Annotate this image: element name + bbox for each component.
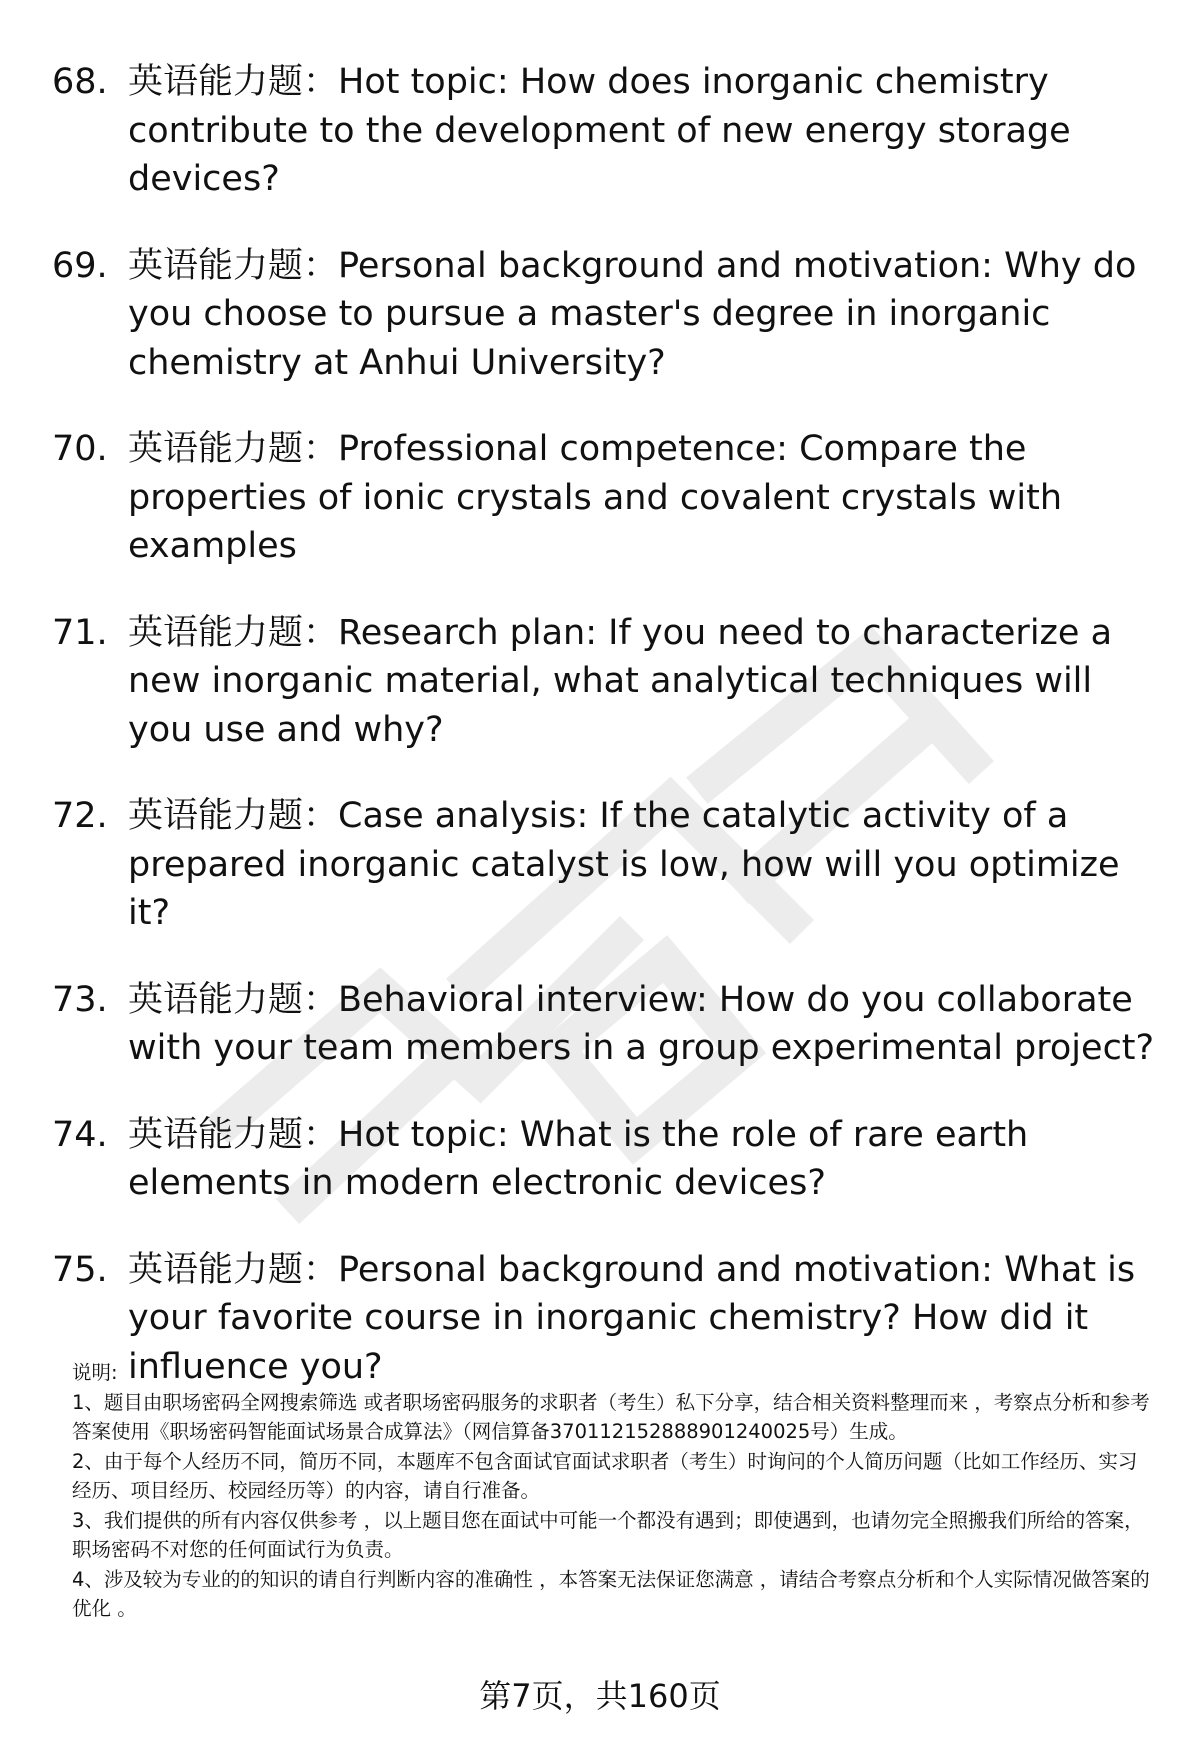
page-number: 第7页，共160页 <box>479 1677 721 1715</box>
question-number: 75. <box>52 1249 108 1290</box>
question-item <box>52 425 1162 571</box>
question-number: 74. <box>52 1114 108 1155</box>
question-text: 英语能力题：Hot topic: How does inorganic chemistry contribute to the development of new energy storage devices? <box>128 62 1071 199</box>
question-text: 英语能力题：Hot topic: What is the role of rare earth elements in modern electronic devices? <box>128 1114 1029 1203</box>
question-text: 英语能力题：Personal background and motivation: Why do you choose to pursue a master's degree in inorganic chemistry at Anhui University? <box>128 245 1137 383</box>
question-item <box>52 242 1162 388</box>
question-item <box>52 58 1162 204</box>
question-text: 英语能力题：Professional competence: Compare the properties of ionic crystals and covalent crystals with examples <box>128 429 1063 566</box>
question-number: 68. <box>52 62 108 102</box>
question-number: 69. <box>52 245 108 286</box>
notes-section <box>72 1358 1152 1624</box>
note-item: 4、涉及较为专业的的知识的请自行判断内容的准确性 ，本答案无法保证您满意 ，请结合考察点分析和个人实际情况做答案的优化 。 <box>72 1567 1150 1620</box>
question-text: 英语能力题：Personal background and motivation: What is your favorite course in inorganic chemistry? How did it influence you? <box>128 1249 1136 1387</box>
question-text: 英语能力题：Case analysis: If the catalytic activity of a prepared inorganic catalyst is low, how will you optimize it? <box>128 796 1120 933</box>
question-number: 72. <box>52 796 108 836</box>
note-item: 2、由于每个人经历不同，简历不同，本题库不包含面试官面试求职者（考生）时询问的个人简历问题（比如工作经历、实习经历、项目经历、校园经历等）的内容，请自行准备。 <box>72 1449 1138 1502</box>
question-number: 73. <box>52 979 108 1020</box>
question-item <box>52 1111 1162 1208</box>
note-item: 3、我们提供的所有内容仅供参考 ，以上题目您在面试中可能一个都没有遇到；即使遇到，也请勿完全照搬我们所给的答案，职场密码不对您的任何面试行为负责。 <box>72 1508 1144 1561</box>
question-list <box>52 58 1162 1429</box>
notes-title: 说明: <box>72 1361 118 1384</box>
question-number: 71. <box>52 612 108 653</box>
question-item <box>52 792 1162 938</box>
question-text: 英语能力题：Research plan: If you need to characterize a new inorganic material, what analytical techniques will you use and why? <box>128 612 1113 750</box>
question-text: 英语能力题：Behavioral interview: How do you collaborate with your team members in a group experimental project? <box>128 979 1155 1068</box>
question-item <box>52 976 1162 1073</box>
question-item <box>52 609 1162 755</box>
question-number: 70. <box>52 429 108 469</box>
note-item: 1、题目由职场密码全网搜索筛选 或者职场密码服务的求职者（考生）私下分享，结合相关资料整理而来 ，考察点分析和参考答案使用《职场密码智能面试场景合成算法》（网信算备370112152888901240025号）生成。 <box>72 1390 1150 1443</box>
